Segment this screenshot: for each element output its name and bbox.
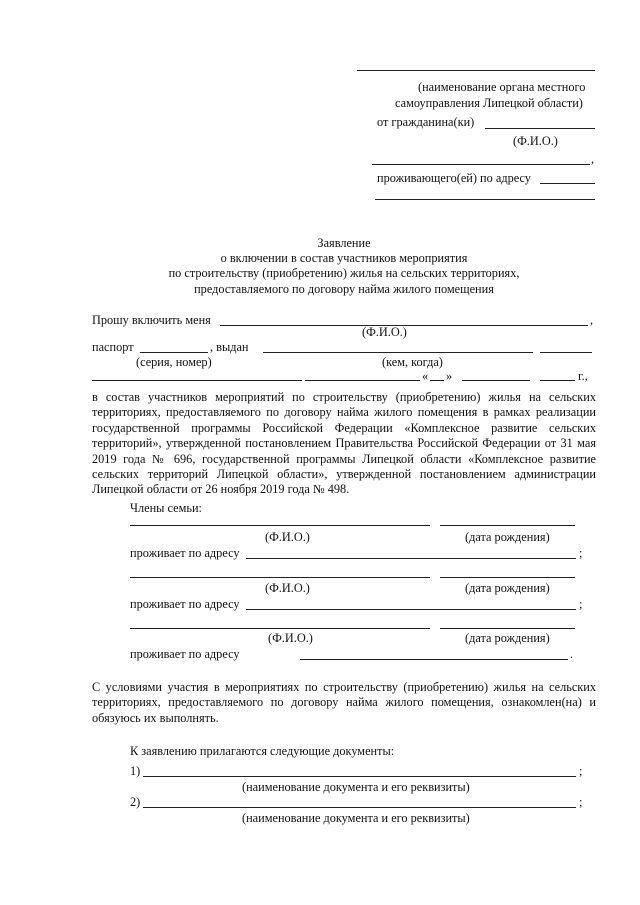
authority-caption-1: (наименование органа местного — [418, 80, 586, 94]
family-member-2-name-line[interactable] — [130, 577, 430, 578]
residing-label: проживающего(ей) по адресу — [377, 171, 531, 185]
family-member-3-name-line[interactable] — [130, 628, 430, 629]
issued-by-line-end[interactable] — [540, 352, 592, 353]
issue-month-line[interactable] — [462, 380, 530, 381]
citizen-name-line[interactable] — [485, 128, 595, 129]
citizen-fio-caption: (Ф.И.О.) — [513, 134, 558, 148]
applicant-fio-caption: (Ф.И.О.) — [362, 325, 407, 339]
year-suffix: г., — [578, 369, 588, 383]
attachment-1-end: ; — [579, 764, 583, 778]
family-member-3-end: . — [570, 647, 574, 661]
attachment-2-line[interactable] — [143, 807, 576, 808]
family-member-3-fio-caption: (Ф.И.О.) — [268, 631, 313, 645]
passport-number-line[interactable] — [140, 352, 208, 353]
family-member-1-fio-caption: (Ф.И.О.) — [265, 530, 310, 544]
title-line-3: по строительству (приобретению) жилья на сельских территориях, — [168, 266, 520, 280]
issued-by-line-2[interactable] — [92, 380, 302, 381]
issued-by-line-3[interactable] — [305, 380, 420, 381]
title-line-4: предоставляемого по договору найма жилого помещения — [194, 282, 494, 296]
family-member-2-end: ; — [579, 597, 583, 611]
family-member-1-birth-caption: (дата рождения) — [465, 530, 550, 544]
family-member-2-address-label: проживает по адресу — [130, 597, 240, 611]
attachment-2-end: ; — [579, 795, 583, 809]
issued-by-line[interactable] — [263, 352, 533, 353]
family-member-1-birth-line[interactable] — [440, 525, 575, 526]
conditions-paragraph: С условиями участия в мероприятиях по строительству (приобретению) жилья на сельских территориях, предоставляемого по договору найма жилого помещения, ознакомлен(на) и обязуюсь их выполнять. — [92, 680, 596, 725]
body-paragraph: в состав участников мероприятий по строительству (приобретению) жилья на сельских территориях, предоставляемого по договору найма жилого помещения в рамках реализации государственной программы Российской Федерации «Комплексное развитие сельских территорий», утвержденной постановлением Правительства Российской Федерации от 31 мая 2019 года № 696, государственной программы Липецкой области «Комплексное развитие сельских территорий Липецкой области», утвержденной постановлением администрации Липецкой области от 26 ноября 2019 года № 498. — [92, 390, 596, 497]
attachment-1-number: 1) — [130, 764, 141, 778]
authority-caption-2: самоуправления Липецкой области) — [395, 96, 583, 110]
family-member-2-birth-caption: (дата рождения) — [465, 581, 550, 595]
residing-address-line-2[interactable] — [375, 199, 595, 200]
family-member-2-fio-caption: (Ф.И.О.) — [265, 581, 310, 595]
request-comma: , — [590, 313, 594, 327]
by-whom-when-caption: (кем, когда) — [382, 355, 443, 369]
quote-close: » — [446, 369, 453, 383]
family-member-1-address-label: проживает по адресу — [130, 546, 240, 560]
citizen-name-line-2[interactable] — [372, 164, 590, 165]
issued-label: , выдан — [210, 340, 249, 354]
family-member-1-address-line[interactable] — [246, 558, 576, 559]
family-member-2-birth-line[interactable] — [440, 577, 575, 578]
issue-year-line[interactable] — [540, 380, 575, 381]
from-citizen-label: от гражданина(ки) — [377, 115, 475, 129]
residing-address-line[interactable] — [540, 183, 595, 184]
family-member-2-address-line[interactable] — [246, 609, 576, 610]
header-comma: , — [591, 152, 595, 166]
attachment-1-caption: (наименование документа и его реквизиты) — [242, 780, 470, 794]
authority-name-line[interactable] — [357, 70, 595, 71]
title-line-2: о включении в состав участников мероприятия — [220, 251, 468, 265]
family-member-3-birth-line[interactable] — [440, 628, 575, 629]
family-member-1-end: ; — [579, 546, 583, 560]
issue-day-line[interactable] — [430, 380, 444, 381]
attachment-1-line[interactable] — [143, 776, 576, 777]
family-member-3-birth-caption: (дата рождения) — [465, 631, 550, 645]
family-member-3-address-line[interactable] — [300, 659, 568, 660]
attachment-2-number: 2) — [130, 795, 141, 809]
title-line-1: Заявление — [317, 236, 371, 250]
request-prefix: Прошу включить меня — [92, 313, 211, 327]
family-member-3-address-label: проживает по адресу — [130, 647, 240, 661]
passport-label: паспорт — [92, 340, 134, 354]
family-heading: Члены семьи: — [130, 501, 202, 515]
quote-open: « — [422, 369, 429, 383]
attachments-heading: К заявлению прилагаются следующие документы: — [130, 744, 395, 758]
series-number-caption: (серия, номер) — [136, 355, 212, 369]
attachment-2-caption: (наименование документа и его реквизиты) — [242, 811, 470, 825]
family-member-1-name-line[interactable] — [130, 525, 430, 526]
